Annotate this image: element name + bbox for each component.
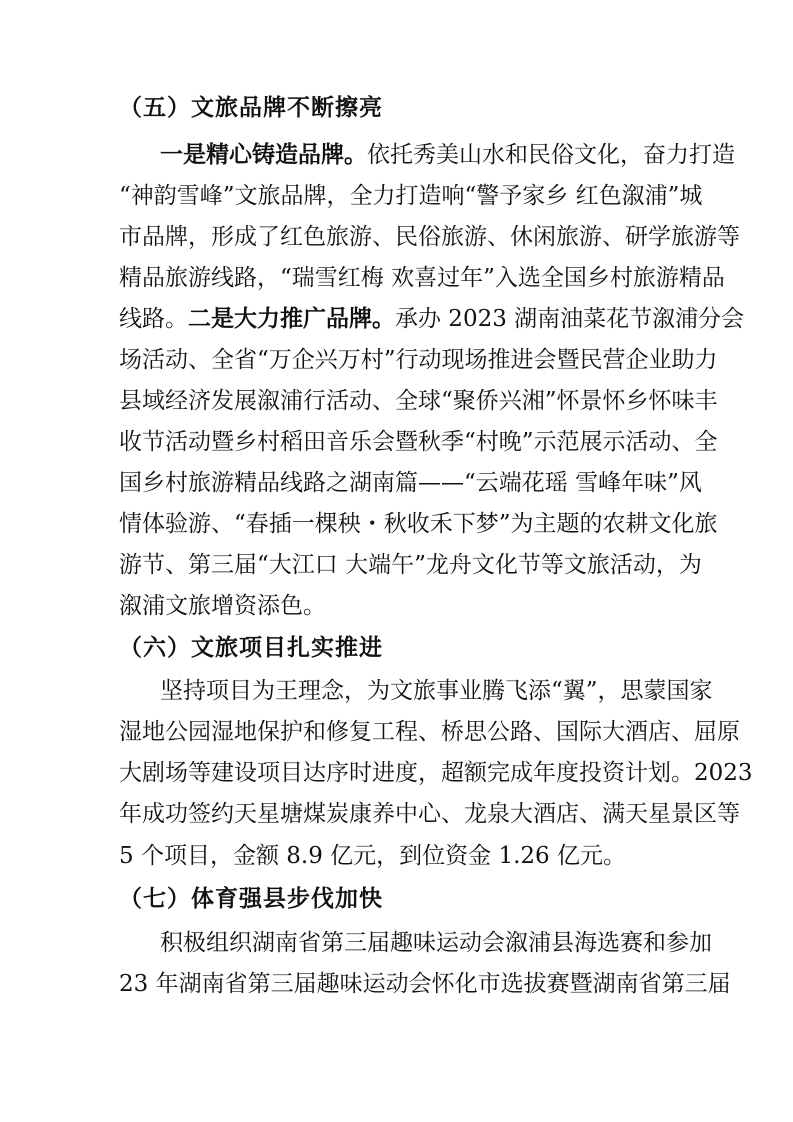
- paragraph-line: 市品牌，形成了红色旅游、民俗旅游、休闲旅游、研学旅游等: [119, 224, 740, 250]
- paragraph-line: 精品旅游线路，“瑞雪红梅 欢喜过年”入选全国乡村旅游精品: [119, 265, 725, 291]
- paragraph-line: 国乡村旅游精品线路之湖南篇——“云端花瑶 雪峰年味”风: [119, 470, 702, 496]
- bold-lead-phrase: 二是大力推广品牌。: [188, 306, 395, 332]
- text-run: 线路。: [119, 306, 188, 332]
- section-heading-7: （七）体育强县步伐加快: [119, 886, 383, 912]
- paragraph-line: 积极组织湖南省第三届趣味运动会溆浦县海选赛和参加: [160, 930, 712, 956]
- paragraph-line: 年成功签约天星塘煤炭康养中心、龙泉大酒店、满天星景区等: [119, 801, 740, 827]
- paragraph-line: 县域经济发展溆浦行活动、全球“聚侨兴湘”怀景怀乡怀味丰: [119, 388, 718, 414]
- paragraph-line: 溆浦文旅增资添色。: [119, 593, 326, 619]
- paragraph-line: 23 年湖南省第三届趣味运动会怀化市选拔赛暨湖南省第三届: [119, 971, 731, 997]
- paragraph-line: 场活动、全省“万企兴万村”行动现场推进会暨民营企业助力: [119, 347, 718, 373]
- paragraph-line: 湿地公园湿地保护和修复工程、桥思公路、国际大酒店、屈原: [119, 719, 740, 745]
- paragraph-line: 情体验游、“春插一棵秧・秋收禾下梦”为主题的农耕文化旅: [119, 511, 718, 537]
- paragraph-line: [119, 299, 745, 339]
- section-heading-6: （六）文旅项目扎实推进: [119, 635, 383, 661]
- paragraph-line: 游节、第三届“大江口 大端午”龙舟文化节等文旅活动，为: [119, 552, 702, 578]
- paragraph-line: [160, 135, 735, 175]
- paragraph-line: 收节活动暨乡村稻田音乐会暨秋季“村晚”示范展示活动、全: [119, 429, 718, 455]
- paragraph-line: 坚持项目为王理念，为文旅事业腾飞添“翼”，思蒙国家: [160, 678, 713, 704]
- paragraph-line: 大剧场等建设项目达序时进度，超额完成年度投资计划。2023: [119, 760, 753, 786]
- section-heading-5: （五）文旅品牌不断擦亮: [119, 95, 383, 121]
- bold-lead-phrase: 一是精心铸造品牌。: [160, 142, 367, 168]
- paragraph-line: 5 个项目，金额 8.9 亿元，到位资金 1.26 亿元。: [119, 843, 626, 869]
- text-run: 承办 2023 湖南油菜花节溆浦分会: [395, 306, 745, 332]
- paragraph-line: “神韵雪峰”文旅品牌，全力打造响“警予家乡 红色溆浦”城: [119, 183, 703, 209]
- text-run: 依托秀美山水和民俗文化，奋力打造: [367, 142, 735, 168]
